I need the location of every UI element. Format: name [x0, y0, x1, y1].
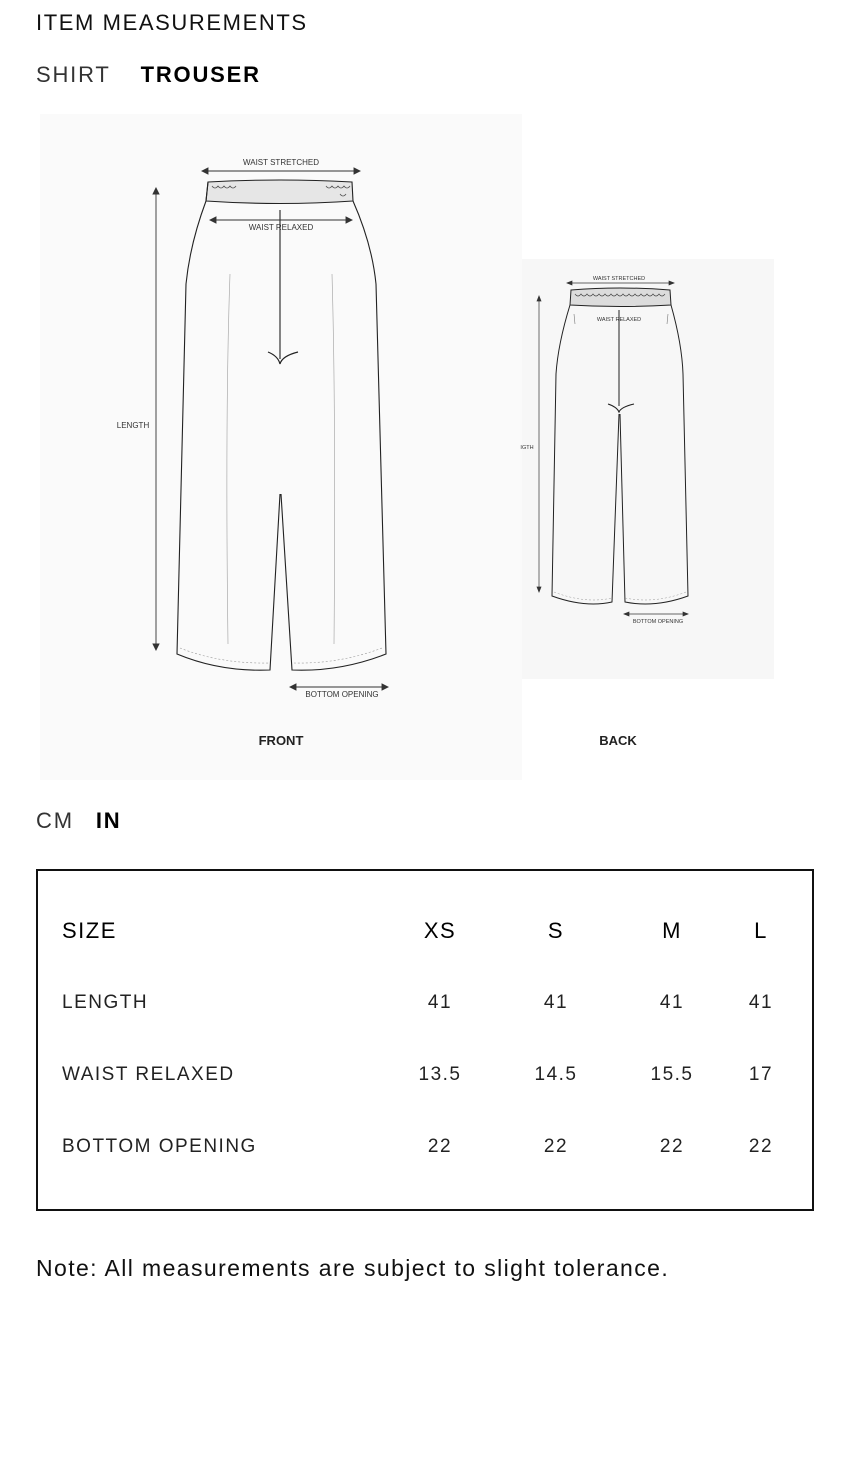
- table-header-row: [62, 895, 792, 967]
- row-label: BOTTOM OPENING: [62, 1136, 257, 1157]
- size-column-header: SIZE: [62, 918, 117, 943]
- size-header-xs: XS: [423, 918, 457, 943]
- table-cell: 22: [659, 1136, 685, 1157]
- table-cell: 22: [543, 1136, 569, 1157]
- tab-shirt[interactable]: SHIRT: [36, 62, 111, 87]
- front-waist-relaxed-label: WAIST RELAXED: [248, 223, 314, 232]
- back-bottom-opening-label: BOTTOM OPENING: [632, 619, 684, 625]
- table-cell: 13.5: [418, 1064, 462, 1085]
- front-panel-bg: [40, 114, 522, 780]
- category-tabs: [36, 62, 261, 88]
- back-length-label: IGTH: [520, 445, 534, 451]
- table-row-waist-relaxed: [62, 1039, 792, 1111]
- table-row-bottom-opening: [62, 1111, 792, 1183]
- table-cell: 17: [748, 1064, 774, 1085]
- row-label: LENGTH: [62, 992, 149, 1013]
- unit-tab-cm[interactable]: CM: [36, 808, 74, 833]
- front-view-label: FRONT: [258, 733, 304, 748]
- unit-tabs: [36, 808, 121, 834]
- table-cell: 41: [659, 992, 685, 1013]
- table-cell: 22: [427, 1136, 453, 1157]
- size-header-l: L: [754, 918, 768, 943]
- size-table: [62, 895, 792, 1183]
- measurement-diagram: [40, 114, 780, 780]
- tolerance-note: Note: All measurements are subject to slight tolerance.: [36, 1255, 670, 1281]
- size-table-container: [36, 869, 814, 1211]
- back-view-label: BACK: [599, 733, 637, 748]
- trouser-diagram-svg: [40, 114, 780, 780]
- back-waist-stretched-label: WAIST STRETCHED: [592, 276, 646, 282]
- tab-trouser[interactable]: TROUSER: [140, 62, 261, 87]
- table-cell: 15.5: [650, 1064, 694, 1085]
- back-panel-bg: [522, 259, 774, 679]
- table-row-length: [62, 967, 792, 1039]
- row-label: WAIST RELAXED: [62, 1064, 235, 1085]
- front-bottom-opening-label: BOTTOM OPENING: [305, 690, 379, 699]
- page-title: ITEM MEASUREMENTS: [36, 10, 308, 35]
- unit-tab-in[interactable]: IN: [95, 808, 122, 833]
- front-length-label: LENGTH: [116, 421, 150, 430]
- size-header-m: M: [662, 918, 682, 943]
- table-cell: 41: [748, 992, 774, 1013]
- table-cell: 22: [748, 1136, 774, 1157]
- table-cell: 41: [427, 992, 453, 1013]
- table-cell: 14.5: [534, 1064, 578, 1085]
- size-header-s: S: [547, 918, 565, 943]
- back-waist-relaxed-label: WAIST RELAXED: [596, 317, 642, 323]
- table-cell: 41: [543, 992, 569, 1013]
- front-waist-stretched-label: WAIST STRETCHED: [242, 158, 320, 167]
